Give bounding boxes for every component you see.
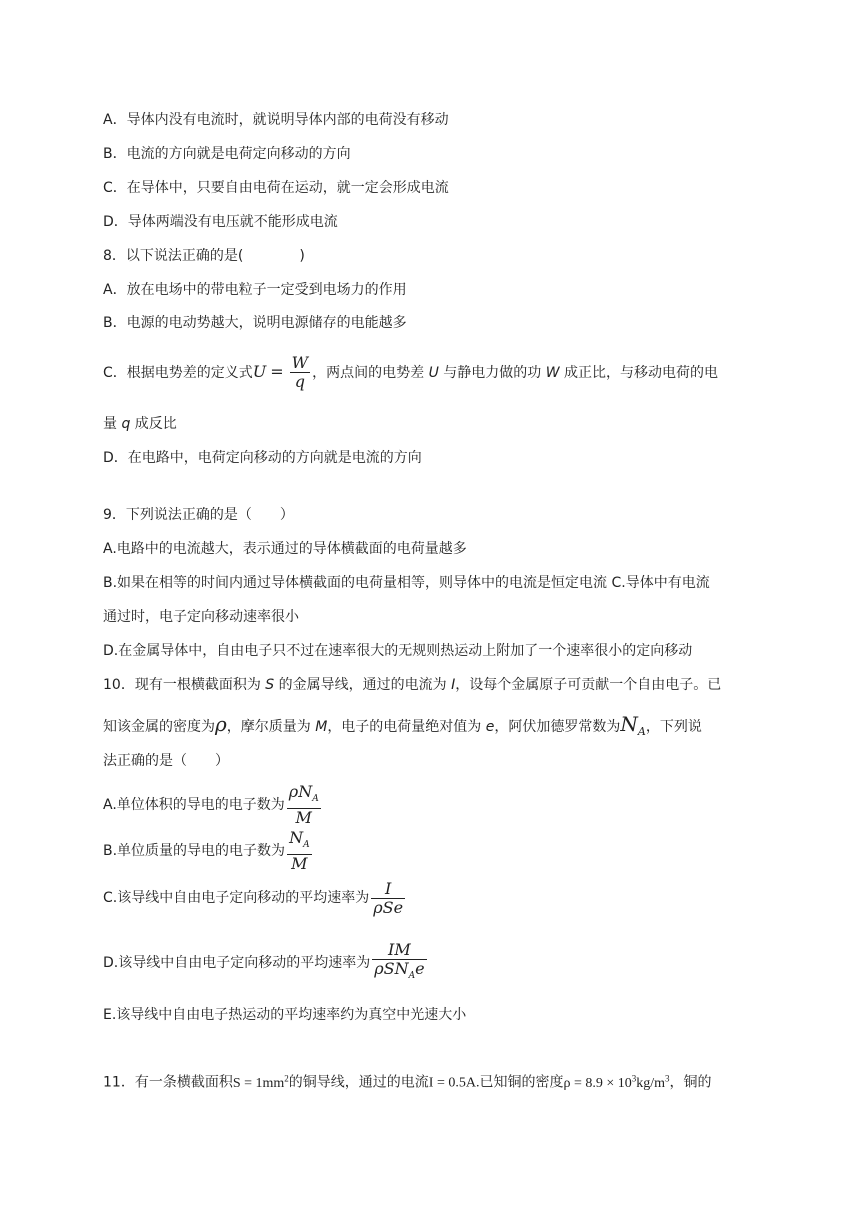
q10-text-1: 10．现有一根横截面积为	[103, 677, 266, 693]
q10d-numerator: IM	[372, 941, 426, 960]
q8c-var-q: q	[121, 416, 131, 432]
q10d-denominator	[372, 960, 426, 985]
q9-option-a: A.电路中的电流越大，表示通过的导体横截面的电荷量越多	[103, 541, 467, 557]
q10d-fraction	[372, 941, 426, 985]
q10a-numerator	[287, 783, 321, 809]
q11-area-text: S = 1mm	[232, 1075, 285, 1091]
q10a-text: A.单位体积的导电的电子数为	[103, 797, 285, 814]
formula-equals: =	[270, 362, 284, 381]
q11-density-unit-sup: 3	[665, 1073, 670, 1083]
q10-text-2: 的金属导线，通过的电流为	[274, 677, 452, 693]
q10a-num-text: ρN	[288, 782, 313, 801]
q10b-num-text: N	[289, 828, 304, 847]
q9-option-d: D.在金属导体中，自由电子只不过在速率很大的无规则热运动上附加了一个速率很小的定向移动	[103, 643, 693, 659]
q10-option-e: E.该导线中自由电子热运动的平均速率约为真空中光速大小	[103, 1007, 467, 1023]
q10-text-8: ，下列说	[645, 719, 702, 735]
q10d-den-sub: A	[408, 971, 416, 982]
q10-text-5: ，摩尔质量为	[226, 719, 316, 735]
q10b-num-sub: A	[303, 840, 310, 851]
q10-var-i: I	[451, 677, 456, 693]
q11-text-4: ，铜的	[669, 1074, 712, 1091]
q8c-prefix: C．根据电势差的定义式	[103, 365, 253, 381]
q7-option-b: B．电流的方向就是电荷定向移动的方向	[103, 146, 351, 162]
q8c-cont-prefix: 量	[103, 416, 122, 432]
formula-numerator: W	[291, 352, 309, 372]
formula-fraction	[290, 354, 310, 391]
q8c-text-2: 与静电力做的功	[438, 365, 546, 381]
q10c-fraction	[371, 880, 405, 917]
q10-option-b	[103, 829, 763, 873]
q8c-cont-suffix: 成反比	[130, 416, 177, 432]
q9-option-c-continued: 通过时，电子定向移动速率很小	[103, 609, 299, 625]
q8-option-c-continued	[103, 414, 763, 434]
q10-text-3: ，设每个金属原子可贡献一个自由电子。已	[455, 677, 722, 693]
potential-difference-formula	[253, 352, 312, 392]
q11-text-1: 11．有一条横截面积	[103, 1074, 233, 1091]
q10-var-na-sub: A	[637, 724, 646, 738]
q10-var-rho: ρ	[215, 712, 227, 736]
q10c-denominator: ρSe	[373, 897, 404, 917]
q8c-text-3: 成正比，与移动电荷的电	[559, 365, 719, 381]
q8-option-c	[103, 352, 763, 393]
q10-text-7: ，阿伏加德罗常数为	[494, 719, 621, 735]
q10-var-s: S	[265, 677, 275, 693]
q8c-var-u: U	[428, 365, 439, 381]
q11-density-unit: kg/m	[636, 1075, 666, 1091]
q8-option-d: D．在电路中，电荷定向移动的方向就是电流的方向	[103, 450, 422, 466]
q10-option-d	[103, 941, 763, 985]
q9-option-b: B.如果在相等的时间内通过导体横截面的电荷量相等，则导体中的电流是恒定电流 C.导体中有电流	[103, 575, 710, 591]
q8c-var-w: W	[545, 365, 560, 381]
q10-stem-line-2	[103, 709, 763, 747]
q7-option-d: D．导体两端没有电压就不能形成电流	[103, 214, 338, 230]
q8-option-b: B．电源的电动势越大，说明电源储存的电能越多	[103, 315, 407, 331]
q11-area-sup: 2	[284, 1073, 289, 1083]
q11-text-2: 的铜导线，通过的电流	[288, 1074, 429, 1091]
q11-stem	[103, 1068, 763, 1094]
q11-current: I = 0.5A.	[428, 1075, 480, 1091]
q8-option-a: A．放在电场中的带电粒子一定受到电场力的作用	[103, 282, 407, 298]
q10-text-6: ，电子的电荷量绝对值为	[327, 719, 486, 735]
q11-area	[232, 1073, 289, 1091]
q10c-text: C.该导线中自由电子定向移动的平均速率为	[103, 890, 370, 906]
q10d-den-post: e	[415, 959, 425, 978]
q10-var-e: e	[485, 719, 495, 735]
q11-density-exp: 3	[631, 1073, 637, 1083]
q10b-text: B.单位质量的导电的电子数为	[103, 843, 286, 860]
q10d-text: D.该导线中自由电子定向移动的平均速率为	[103, 955, 371, 972]
q11-text-3: 已知铜的密度	[479, 1074, 564, 1091]
q7-option-a: A．导体内没有电流时，就说明导体内部的电荷没有移动	[103, 112, 449, 128]
q8c-text-1: ，两点间的电势差	[312, 365, 429, 381]
q10-stem-line-1	[103, 675, 763, 695]
q9-stem: 9．下列说法正确的是（ ）	[103, 507, 294, 523]
q10a-fraction	[287, 783, 321, 827]
q10-option-c	[103, 878, 763, 918]
q10b-numerator	[287, 829, 312, 855]
q10b-fraction	[287, 829, 312, 873]
q10-text-4: 知该金属的密度为	[103, 719, 215, 735]
q10-stem-line-3: 法正确的是（ ）	[103, 753, 229, 769]
q10d-den-text: ρSN	[374, 959, 409, 978]
q10-var-na: N	[620, 712, 638, 736]
formula-u: U	[252, 362, 267, 381]
q8-stem: 8．以下说法正确的是( )	[103, 248, 305, 264]
q10b-denominator: M	[291, 854, 308, 874]
q10-var-m: M	[315, 719, 328, 735]
q10c-numerator: I	[371, 880, 405, 899]
formula-denominator: q	[294, 371, 306, 391]
q11-density-text: ρ = 8.9 × 10	[563, 1075, 632, 1091]
q10-option-a	[103, 783, 763, 827]
q11-density	[563, 1073, 670, 1091]
q7-option-c: C．在导体中，只要自由电荷在运动，就一定会形成电流	[103, 180, 449, 196]
q10a-denominator: M	[295, 808, 312, 828]
q10a-num-sub: A	[312, 794, 319, 805]
